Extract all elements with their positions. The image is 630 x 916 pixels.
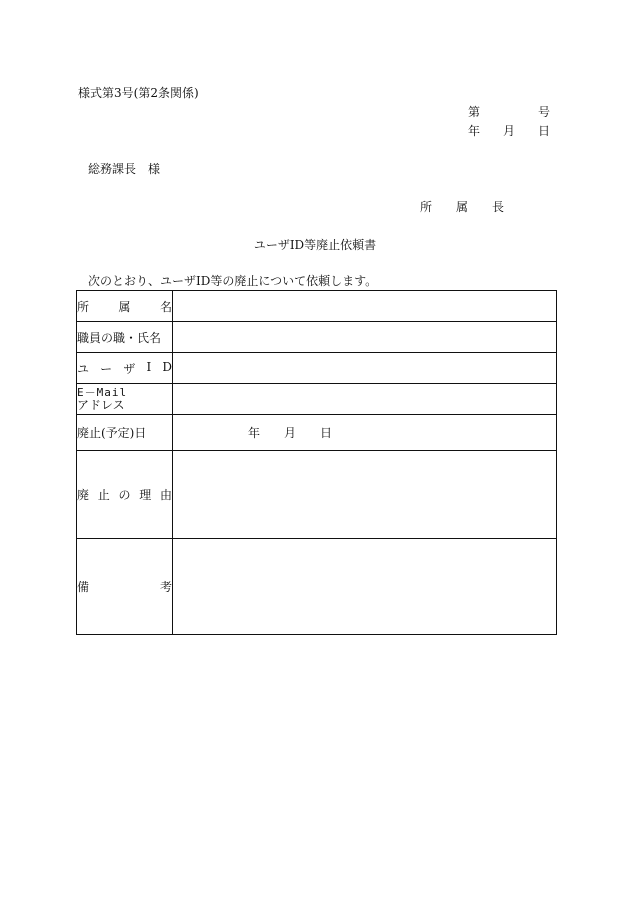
label-remarks [77,539,173,635]
label-char: 所 [77,299,90,314]
label-char: ー [100,361,113,376]
issue-date-year: 年 [468,124,481,138]
table-row-department [77,291,557,322]
abolish-date-month: 月 [284,426,297,440]
label-char: D [162,359,172,374]
issue-date-month: 月 [502,124,515,138]
label-char: 属 [118,299,131,314]
abolish-date-year: 年 [248,426,261,440]
request-form-table [76,290,557,635]
table-row-user-id [77,353,557,384]
label-char: 理 [139,488,152,502]
label-char: 由 [159,488,172,502]
value-abolish-date[interactable] [173,415,557,451]
label-char: I [146,359,152,374]
label-char: 廃 [77,488,90,502]
value-user-id[interactable] [173,353,557,384]
abolish-date-day: 日 [320,426,333,440]
sender-char: 属 [455,200,468,214]
label-char: ユ [77,361,90,376]
sender-char: 所 [420,200,433,214]
value-department[interactable] [173,291,557,322]
label-department [77,291,173,322]
sender-title [420,198,504,215]
label-staff-name: 職員の職・氏名 [77,322,173,353]
label-email-line2: アドレス [77,398,125,412]
table-row-staff-name [77,322,557,353]
label-abolish-date: 廃止(予定)日 [77,415,173,451]
document-number-suffix: 号 [538,105,551,119]
label-char: 止 [97,488,110,502]
value-staff-name[interactable] [173,322,557,353]
issue-date-day: 日 [537,124,550,138]
label-char: 名 [159,299,172,314]
label-user-id [77,353,173,384]
form-identifier: 様式第3号(第2条関係) [78,86,199,100]
document-number-prefix: 第 [468,105,481,119]
table-row-abolish-date [77,415,557,451]
label-char: ザ [123,361,136,376]
issue-date [468,122,550,139]
intro-text: 次のとおり、ユーザID等の廃止について依頼します。 [88,274,378,288]
label-char: 備 [77,580,90,594]
label-email [77,384,173,415]
label-char: の [118,488,131,502]
value-remarks[interactable] [173,539,557,635]
document-title: ユーザID等廃止依頼書 [253,238,377,252]
table-row-reason [77,451,557,539]
table-row-email [77,384,557,415]
value-reason[interactable] [173,451,557,539]
label-reason [77,451,173,539]
label-email-line1: E－Mail [77,386,128,399]
sender-char: 長 [491,200,504,214]
label-char: 考 [159,580,172,594]
table-row-remarks [77,539,557,635]
value-email[interactable] [173,384,557,415]
addressee: 総務課長 様 [88,162,161,176]
